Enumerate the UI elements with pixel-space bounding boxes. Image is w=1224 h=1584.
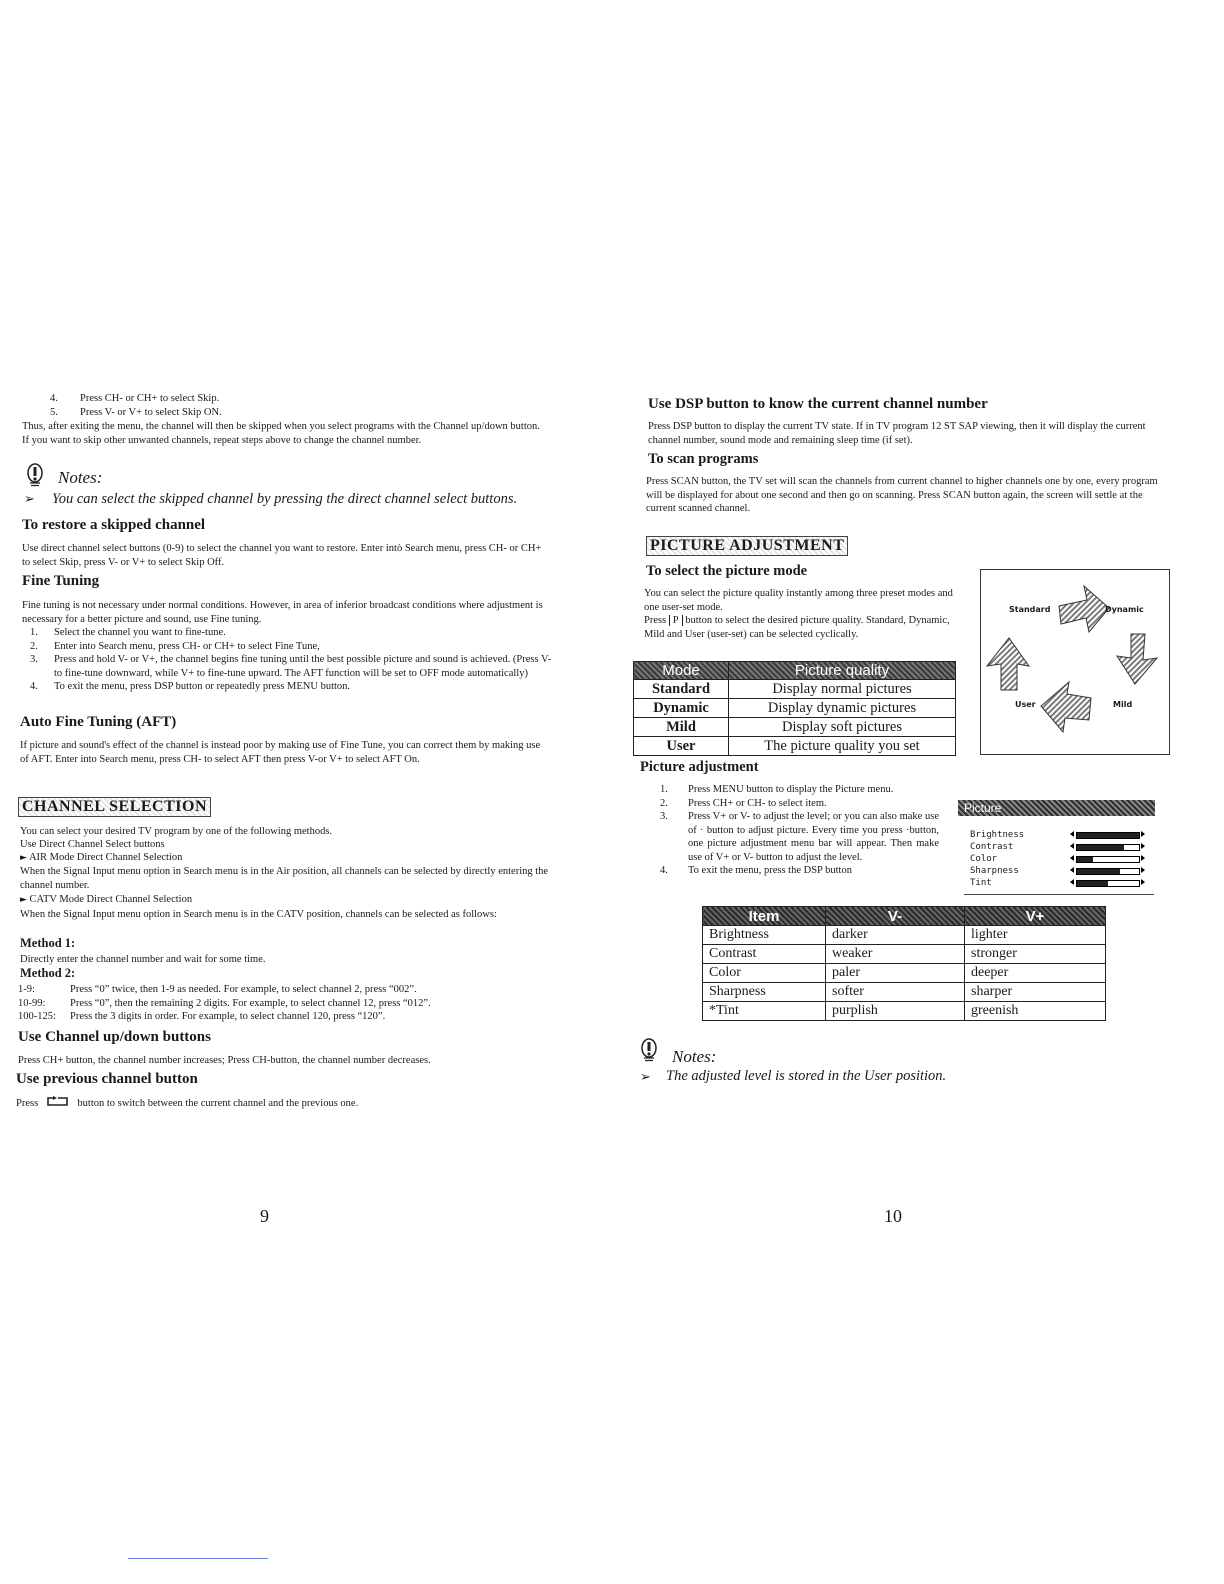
picture-adjustment-steps: [656, 783, 939, 878]
level-right-icon: [1141, 855, 1145, 861]
osd-level-fill: [1077, 833, 1139, 838]
fine-tuning-steps: [22, 626, 552, 694]
table-cell: User: [634, 737, 729, 756]
osd-item-label: Contrast: [970, 842, 1014, 852]
table-header-row: [703, 907, 1106, 926]
return-key-icon: [45, 1096, 71, 1112]
osd-level-fill: [1077, 845, 1124, 850]
fine-tuning-intro: Fine tuning is not necessary under normal conditions. However, in area of inferior broadcast conditions where adjustment is necessary for a better picture and sound, use Fine tuning.: [22, 600, 543, 625]
level-right-icon: [1141, 867, 1145, 873]
osd-level-bar: [1076, 868, 1140, 875]
arrow-up-icon: [987, 638, 1029, 690]
table-cell: Color: [703, 964, 826, 983]
picture-mode-text: You can select the picture quality instantly among three preset modes and one user-set mode.: [644, 588, 953, 613]
table-cell: Standard: [634, 680, 729, 699]
notes-arrow-icon: ➢: [640, 1070, 651, 1085]
bullet-icon: ►: [20, 853, 27, 863]
table-cell: Contrast: [703, 945, 826, 964]
osd-item-label: Sharpness: [970, 866, 1019, 876]
arrow-down-icon: [1117, 634, 1157, 684]
osd-level-bar: [1076, 856, 1140, 863]
method1-title: Method 1:: [20, 936, 76, 950]
table-cell: paler: [826, 964, 965, 983]
level-left-icon: [1070, 843, 1074, 849]
column-header: Picture quality: [729, 662, 956, 680]
level-left-icon: [1070, 867, 1074, 873]
step-item: 4. To exit the menu, press DSP button or repeatedly press MENU button.: [30, 681, 351, 692]
picture-adjustment-banner: PICTURE ADJUSTMENT: [646, 536, 848, 556]
table-row: [634, 737, 956, 756]
osd-level-fill: [1077, 881, 1108, 886]
column-header: Mode: [634, 662, 729, 680]
method2-list: [18, 983, 558, 1024]
table-row: [703, 983, 1106, 1002]
picture-adjustment-title: Picture adjustment: [640, 759, 759, 775]
page-number-right: 10: [884, 1206, 902, 1226]
table-header-row: [634, 662, 956, 680]
table-row: [634, 718, 956, 737]
table-cell: sharper: [965, 983, 1106, 1002]
table-cell: greenish: [965, 1002, 1106, 1021]
table-row: [703, 964, 1106, 983]
osd-item-label: Color: [970, 854, 998, 864]
catv-mode-line: ► CATV Mode Direct Channel Selection: [20, 894, 193, 905]
dsp-title: Use DSP button to know the current channel number: [648, 396, 988, 412]
restore-text: Use direct channel select buttons (0-9) to select the channel you want to restore. Enter intò Search menu, press CH- or CH+ to select Skip, press V- or V+ to select Skip Off.: [22, 543, 542, 568]
table-cell: Display normal pictures: [729, 680, 956, 699]
osd-level-bar: [1076, 832, 1140, 839]
notes-text: The adjusted level is stored in the User position.: [666, 1068, 947, 1084]
notes-icon: [638, 1037, 660, 1063]
table-row: [634, 680, 956, 699]
column-header: Item: [703, 907, 826, 926]
level-left-icon: [1070, 855, 1074, 861]
table-cell: *Tint: [703, 1002, 826, 1021]
updown-text: Press CH+ button, the channel number increases; Press CH-button, the channel number decreases.: [18, 1055, 431, 1066]
step-item: 3. Press and hold V- or V+, the channel begins fine tuning until the best possible picture and sound is achieved. (Press V- to fine-tune downward, while V+ to fine-tune upward. The AFT function will be set to OFF mode automatically): [30, 654, 552, 679]
item-table: [702, 906, 1106, 1021]
table-row: [703, 926, 1106, 945]
table-cell: The picture quality you set: [729, 737, 956, 756]
table-cell: deeper: [965, 964, 1106, 983]
osd-level-fill: [1077, 857, 1093, 862]
table-cell: weaker: [826, 945, 965, 964]
skip-paragraph: Thus, after exiting the menu, the channel will then be skipped when you select programs with the Channel up/down button. If you want to skip other unwanted channels, repeat steps above to change the channel number.: [22, 421, 540, 446]
osd-level-fill: [1077, 869, 1120, 874]
cycle-mild-label: Mild: [1113, 700, 1133, 709]
catv-mode-text: When the Signal Input menu option in Search menu is in the CATV position, channels can be selected as follows:: [20, 909, 497, 920]
air-mode-text: When the Signal Input menu option in Search menu is in the Air position, all channels can be selected by directly entering the channel number.: [20, 866, 549, 891]
table-cell: stronger: [965, 945, 1106, 964]
table-cell: Dynamic: [634, 699, 729, 718]
level-left-icon: [1070, 831, 1074, 837]
osd-item-label: Tint: [970, 878, 992, 888]
previous-channel-title: Use previous channel button: [16, 1071, 198, 1087]
step-item: 3. Press V+ or V- to adjust the level; or you can also make use of · button to adjust picture. Every time you press ·button, one picture adjustment menu bar will appear. Then make use of V+ or V- button to adjust the level.: [660, 811, 939, 863]
arrow-left-icon: [1041, 682, 1091, 732]
column-header: V+: [965, 907, 1106, 926]
table-cell: purplish: [826, 1002, 965, 1021]
aft-text: If picture and sound's effect of the channel is instead poor by making use of Fine Tune, you can correct them by making use of AFT. Enter into Search menu, press CH- to select AFT then press V-or V+ to select AFT On.: [20, 740, 541, 765]
notes-title: Notes:: [672, 1047, 717, 1066]
osd-level-bars: [1070, 829, 1146, 891]
level-right-icon: [1141, 879, 1145, 885]
picture-osd-menu: [958, 800, 1155, 896]
table-row: [703, 1002, 1106, 1021]
mode-table: [633, 661, 956, 756]
cycle-user-label: User: [1015, 700, 1036, 709]
table-row: [634, 699, 956, 718]
level-right-icon: [1141, 843, 1145, 849]
level-left-icon: [1070, 879, 1074, 885]
scan-edge-line: [128, 1558, 268, 1559]
p-key-icon: P: [669, 615, 683, 626]
level-right-icon: [1141, 831, 1145, 837]
osd-title: Picture: [958, 800, 1155, 816]
step-item: 5. Press V- or V+ to select Skip ON.: [50, 406, 222, 418]
notes-icon: [24, 462, 46, 488]
bullet-icon: ►: [20, 895, 27, 905]
step-item: 1. Select the channel you want to fine-tune.: [30, 627, 226, 638]
method1-text: Directly enter the channel number and wait for some time.: [20, 954, 266, 965]
method2-row: 1-9: Press “0” twice, then 1-9 as needed. For example, to select channel 2, press “002”.: [18, 984, 417, 995]
arrow-right-icon: [1059, 586, 1109, 632]
table-row: [703, 945, 1106, 964]
cycle-standard-label: Standard: [1009, 605, 1051, 614]
skip-steps: [22, 392, 562, 419]
fine-tuning-title: Fine Tuning: [22, 573, 100, 589]
step-item: 4. To exit the menu, press the DSP button: [660, 865, 852, 876]
table-cell: lighter: [965, 926, 1106, 945]
notes-text: You can select the skipped channel by pressing the direct channel select buttons.: [52, 491, 518, 507]
channel-intro: You can select your desired TV program by one of the following methods.: [20, 826, 333, 837]
previous-channel-text: Press button to switch between the current channel and the previous one.: [16, 1096, 576, 1112]
picture-mode-title: To select the picture mode: [646, 563, 808, 579]
mode-cycle-diagram: [980, 569, 1170, 755]
method2-title: Method 2:: [20, 966, 76, 980]
direct-buttons-line: Use Direct Channel Select buttons: [20, 839, 165, 850]
updown-title: Use Channel up/down buttons: [18, 1029, 211, 1045]
cycle-dynamic-label: Dynamic: [1105, 605, 1144, 614]
table-cell: Sharpness: [703, 983, 826, 1002]
aft-title: Auto Fine Tuning (AFT): [20, 714, 177, 730]
osd-item-label: Brightness: [970, 830, 1025, 840]
method2-row: 100-125: Press the 3 digits in order. For example, to select channel 120, press “120”.: [18, 1011, 386, 1022]
page-number-left: 9: [260, 1206, 269, 1226]
table-cell: Display soft pictures: [729, 718, 956, 737]
scan-title: To scan programs: [648, 451, 759, 467]
osd-divider: [964, 894, 1154, 895]
scan-text: Press SCAN button, the TV set will scan the channels from current channel to higher channels one by one, every program will be displayed for about one second and then go on scanning. Press SCAN button again, the screen will settle at the current scanned channel.: [646, 476, 1158, 514]
channel-selection-banner: CHANNEL SELECTION: [18, 797, 211, 817]
step-item: 2. Press CH+ or CH- to select item.: [660, 797, 827, 809]
step-item: 4. Press CH- or CH+ to select Skip.: [50, 393, 220, 404]
table-cell: darker: [826, 926, 965, 945]
method2-row: 10-99: Press “0”, then the remaining 2 digits. For example, to select channel 12, press “012”.: [18, 997, 431, 1009]
notes-arrow-icon: ➢: [24, 492, 35, 507]
restore-title: To restore a skipped channel: [22, 517, 206, 533]
osd-level-bar: [1076, 844, 1140, 851]
dsp-text: Press DSP button to display the current TV state. If in TV program 12 ST SAP viewing, then it will display the current channel number, sound mode and remaining sleep time (if set).: [648, 421, 1146, 446]
table-cell: Display dynamic pictures: [729, 699, 956, 718]
picture-mode-text2: Press P button to select the desired picture quality. Standard, Dynamic, Mild and User (user-set) can be selected cyclically.: [644, 615, 950, 640]
table-cell: Brightness: [703, 926, 826, 945]
step-item: 1. Press MENU button to display the Picture menu.: [660, 784, 894, 795]
table-cell: Mild: [634, 718, 729, 737]
osd-labels: [970, 829, 1024, 889]
table-cell: softer: [826, 983, 965, 1002]
column-header: V-: [826, 907, 965, 926]
osd-level-bar: [1076, 880, 1140, 887]
notes-title: Notes:: [58, 468, 103, 487]
step-item: 2. Enter into Search menu, press CH- or CH+ to select Fine Tune,: [30, 640, 320, 652]
air-mode-line: ► AIR Mode Direct Channel Selection: [20, 852, 183, 863]
